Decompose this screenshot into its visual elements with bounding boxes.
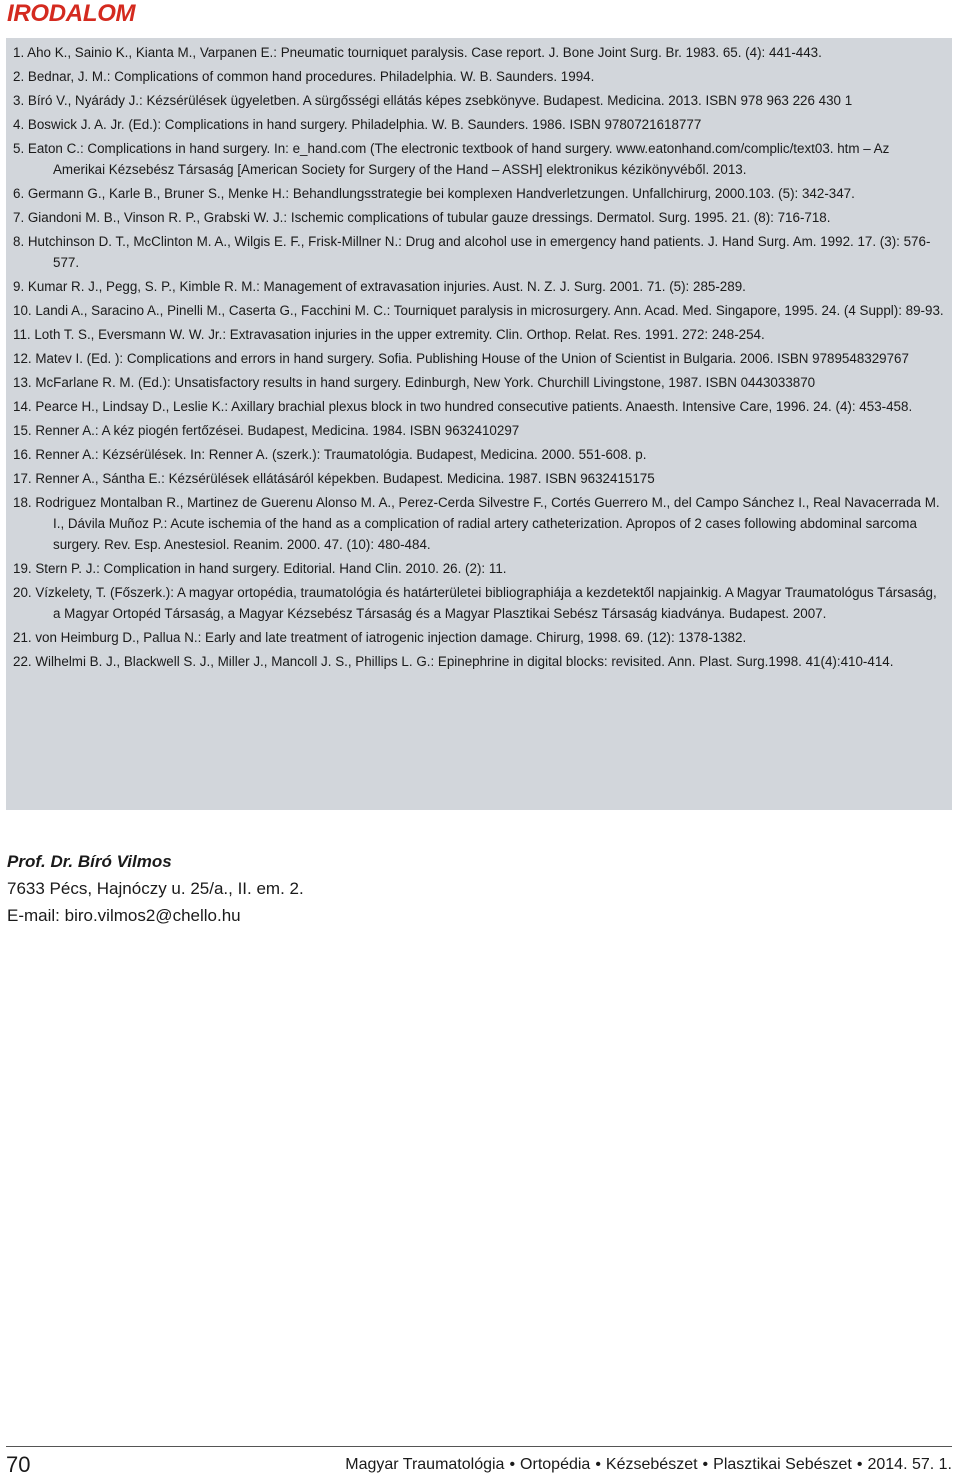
journal-section: Kézsebészet bbox=[605, 1456, 698, 1473]
reference-item: 6. Germann G., Karle B., Bruner S., Menke H.: Behandlungsstrategie bei komplexen Handverletzungen. Unfallchirurg, 2000.103. (5): 342-347. bbox=[13, 186, 855, 201]
reference-item: 17. Renner A., Sántha E.: Kézsérülések ellátásáról képekben. Budapest. Medicina. 1987. ISBN 9632415175 bbox=[13, 471, 655, 486]
reference-list bbox=[6, 38, 952, 810]
author-contact bbox=[7, 848, 304, 929]
reference-item: 9. Kumar R. J., Pegg, S. P., Kimble R. M.: Management of extravasation injuries. Aust. N. Z. J. Surg. 2001. 71. (5): 285-289. bbox=[13, 279, 746, 294]
reference-item: 14. Pearce H., Lindsay D., Leslie K.: Axillary brachial plexus block in two hundred consecutive patients. Anaesth. Intensive Care, 1996. 24. (4): 453-458. bbox=[13, 399, 913, 414]
section-title: IRODALOM bbox=[7, 0, 136, 27]
reference-item: 22. Wilhelmi B. J., Blackwell S. J., Miller J., Mancoll J. S., Phillips L. G.: Epinephrine in digital blocks: revisited. Ann. Plast. Surg.1998. 41(4):410-414. bbox=[13, 654, 894, 669]
reference-item: 20. Vízkelety, T. (Főszerk.): A magyar ortopédia, traumatológia és határterületei bibliographiája a kezdetektől napjainkig. A Magyar Traumatológus Társaság, a Magyar Ortopéd Társaság, a Magyar Kézsebész Társaság és a Magyar Plasztikai Sebész Társaság kiadványa. Budapest. 2007. bbox=[13, 585, 937, 621]
author-address: 7633 Pécs, Hajnóczy u. 25/a., II. em. 2. bbox=[7, 879, 304, 898]
author-name: Prof. Dr. Bíró Vilmos bbox=[7, 852, 172, 871]
reference-item: 12. Matev I. (Ed. ): Complications and errors in hand surgery. Sofia. Publishing House of the Union of Scientist in Bulgaria. 2006. ISBN 9789548329767 bbox=[13, 351, 909, 366]
reference-item: 16. Renner A.: Kézsérülések. In: Renner A. (szerk.): Traumatológia. Budapest, Medicina. 2000. 551-608. p. bbox=[13, 447, 647, 462]
reference-item: 15. Renner A.: A kéz piogén fertőzései. Budapest, Medicina. 1984. ISBN 9632410297 bbox=[13, 423, 520, 438]
reference-item: 4. Boswick J. A. Jr. (Ed.): Complications in hand surgery. Philadelphia. W. B. Saunders. 1986. ISBN 9780721618777 bbox=[13, 117, 702, 132]
author-email: E-mail: biro.vilmos2@chello.hu bbox=[7, 906, 241, 925]
bullet-separator: • bbox=[595, 1456, 601, 1473]
reference-item: 18. Rodriguez Montalban R., Martinez de Guerenu Alonso M. A., Perez-Cerda Silvestre F., Cortés Guerrero M., del Campo Sánchez I., Real Navacerrada M. I., Dávila Muñoz P.: Acute ischemia of the hand as a complication of radial artery catheterization. Apropos of 2 cases following abdominal sarcoma surgery. Rev. Esp. Anestesiol. Reanim. 2000. 47. (10): 480-484. bbox=[13, 495, 940, 552]
bullet-separator: • bbox=[856, 1456, 863, 1473]
reference-item: 1. Aho K., Sainio K., Kianta M., Varpanen E.: Pneumatic tourniquet paralysis. Case report. J. Bone Joint Surg. Br. 1983. 65. (4): 441-443. bbox=[13, 45, 822, 60]
reference-item: 13. McFarlane R. M. (Ed.): Unsatisfactory results in hand surgery. Edinburgh, New York. Churchill Livingstone, 1987. ISBN 0443033870 bbox=[13, 375, 816, 390]
bullet-separator: • bbox=[509, 1456, 516, 1473]
reference-item: 3. Bíró V., Nyárády J.: Kézsérülések ügyeletben. A sürgősségi ellátás képes zsebkönyve. Budapest. Medicina. 2013. ISBN 978 963 226 430 1 bbox=[13, 93, 853, 108]
journal-name: Magyar Traumatológia bbox=[345, 1456, 505, 1473]
journal-section: Ortopédia bbox=[520, 1456, 591, 1473]
reference-item: 7. Giandoni M. B., Vinson R. P., Grabski W. J.: Ischemic complications of tubular gauze dressings. Dermatol. Surg. 1995. 21. (8): 716-718. bbox=[13, 210, 831, 225]
reference-item: 5. Eaton C.: Complications in hand surgery. In: e_hand.com (The electronic textbook of hand surgery. www.eatonhand.com/complic/text03. htm – Az Amerikai Kézsebész Társaság [American Society for Surgery of the Hand – ASSH] elektronikus kézikönyvéből. 2013. bbox=[13, 141, 890, 177]
page-number: 70 bbox=[6, 1452, 31, 1477]
journal-footer bbox=[345, 1454, 952, 1476]
reference-item: 21. von Heimburg D., Pallua N.: Early and late treatment of iatrogenic injection damage. Chirurg, 1998. 69. (12): 1378-1382. bbox=[13, 630, 747, 645]
journal-issue: 2014. 57. 1. bbox=[867, 1456, 952, 1473]
reference-item: 11. Loth T. S., Eversmann W. W. Jr.: Extravasation injuries in the upper extremity. Clin. Orthop. Relat. Res. 1991. 272: 248-254. bbox=[13, 327, 765, 342]
reference-item: 19. Stern P. J.: Complication in hand surgery. Editorial. Hand Clin. 2010. 26. (2): 11. bbox=[13, 561, 507, 576]
reference-item: 10. Landi A., Saracino A., Pinelli M., Caserta G., Facchini M. C.: Tourniquet paralysis in microsurgery. Ann. Acad. Med. Singapore, 1995. 24. (4 Suppl): 89-93. bbox=[13, 303, 944, 318]
reference-item: 8. Hutchinson D. T., McClinton M. A., Wilgis E. F., Frisk-Millner N.: Drug and alcohol use in emergency hand patients. J. Hand Surg. Am. 1992. 17. (3): 576-577. bbox=[13, 234, 931, 270]
footer-divider bbox=[6, 1446, 952, 1447]
reference-item: 2. Bednar, J. M.: Complications of common hand procedures. Philadelphia. W. B. Saunders. 1994. bbox=[13, 69, 595, 84]
journal-section: Plasztikai Sebészet bbox=[713, 1456, 852, 1473]
bullet-separator: • bbox=[702, 1456, 709, 1473]
